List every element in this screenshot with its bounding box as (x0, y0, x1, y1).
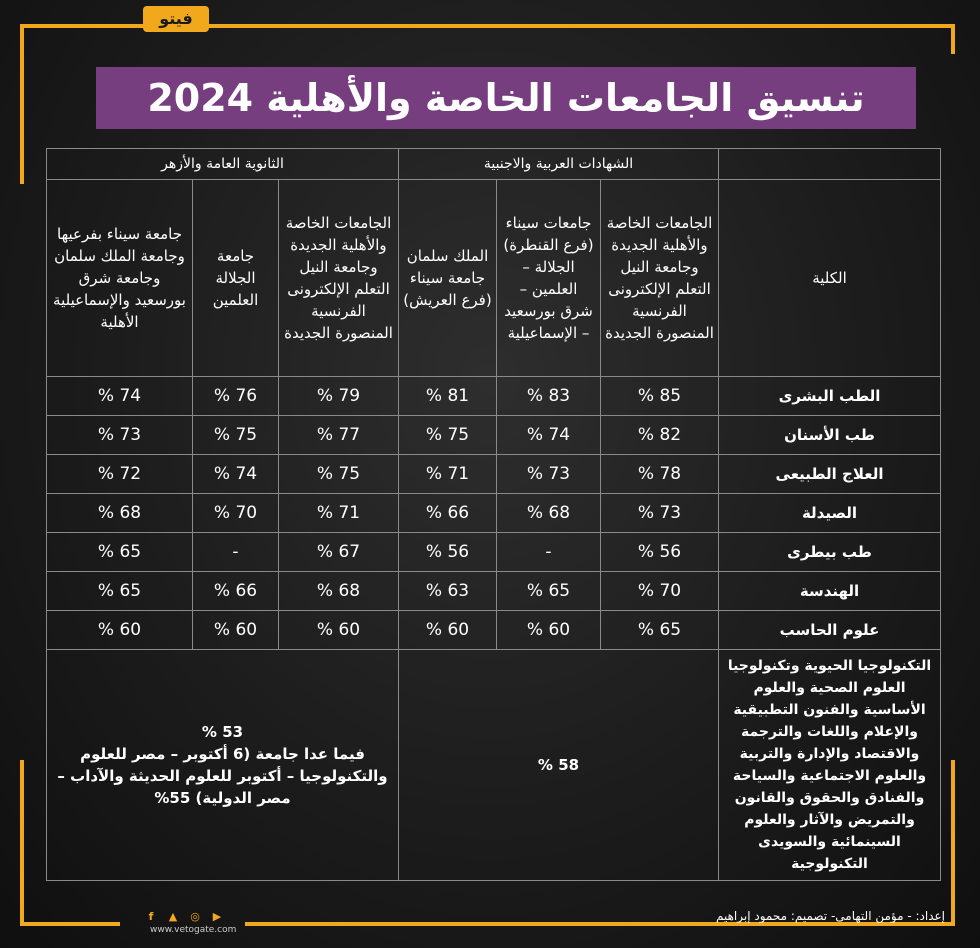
value-cell: 74 % (497, 416, 601, 455)
value-cell: 65 % (47, 533, 193, 572)
faculty-cell: الصيدلة (719, 494, 941, 533)
value-cell: 74 % (193, 455, 279, 494)
value-cell: 75 % (193, 416, 279, 455)
value-cell: 65 % (601, 611, 719, 650)
table-row (47, 611, 941, 650)
table-row (47, 416, 941, 455)
value-cell: 60 % (497, 611, 601, 650)
value-cell: 56 % (601, 533, 719, 572)
table-row (47, 533, 941, 572)
value-cell: 68 % (47, 494, 193, 533)
value-cell: 74 % (47, 377, 193, 416)
value-cell: 70 % (193, 494, 279, 533)
frame-left-low (20, 760, 24, 926)
header-foreign: الشهادات العربية والاجنبية (399, 149, 719, 180)
value-cell: 72 % (47, 455, 193, 494)
sub-header-cell: الجامعات الخاصة والأهلية الجديدة وجامعة النيل التعلم الإلكترونى الفرنسية المنصورة الجديدة (279, 180, 399, 377)
frame-bottom-right (951, 760, 955, 926)
header-faculty: الكلية (719, 180, 941, 377)
value-cell: 60 % (399, 611, 497, 650)
faculty-cell: الهندسة (719, 572, 941, 611)
value-cell: 66 % (193, 572, 279, 611)
value-cell: 63 % (399, 572, 497, 611)
table-row (47, 377, 941, 416)
header-empty (719, 149, 941, 180)
value-cell: 75 % (279, 455, 399, 494)
header-general: الثانوية العامة والأزهر (47, 149, 399, 180)
other-faculties-cell: التكنولوجيا الحيوية وتكنولوجيا العلوم الصحية والعلوم الأساسية والفنون التطبيقية والإعلام واللغات والترجمة والاقتصاد والإدارة والتربية والعلوم الاجتماعية والسياحة والفنادق والحقوق والقانون والتمريض والآثار والعلوم السينمائية والسويدى التكنولوجية (719, 650, 941, 881)
value-cell: 68 % (497, 494, 601, 533)
group-header-row (47, 149, 941, 180)
brand-logo: فيتو (143, 6, 209, 32)
table-row (47, 494, 941, 533)
sub-header-cell: جامعات سيناء (فرع القنطرة) الجلالة – العلمين – شرق بورسعيد – الإسماعيلية (497, 180, 601, 377)
value-cell: 70 % (601, 572, 719, 611)
value-cell: 60 % (279, 611, 399, 650)
foreign-other-value: 58 % (399, 650, 719, 881)
value-cell: 71 % (279, 494, 399, 533)
title-banner (96, 67, 916, 129)
value-cell: 73 % (601, 494, 719, 533)
frame-left (20, 24, 24, 184)
faculty-cell: طب الأسنان (719, 416, 941, 455)
table-row (47, 572, 941, 611)
frame-right (951, 24, 955, 54)
value-cell: 73 % (47, 416, 193, 455)
footer-credit: إعداد: - مؤمن التهامى- تصميم: محمود إبراهيم (715, 909, 945, 923)
value-cell: 71 % (399, 455, 497, 494)
sub-header-cell: الجامعات الخاصة والأهلية الجديدة وجامعة النيل التعلم الإلكترونى الفرنسية المنصورة الجديدة (601, 180, 719, 377)
value-cell: 81 % (399, 377, 497, 416)
social-icons (145, 911, 223, 923)
value-cell: 78 % (601, 455, 719, 494)
instagram-icon[interactable]: ◎ (190, 910, 200, 923)
value-cell: 75 % (399, 416, 497, 455)
general-other-note: فيما عدا جامعة (6 أكتوبر – مصر للعلوم والتكنولوجيا – أكتوبر للعلوم الحديثة والآداب – مصر الدولية) 55% (57, 745, 388, 807)
value-cell: 73 % (497, 455, 601, 494)
general-other-value: 53 % (201, 723, 244, 741)
value-cell: 65 % (497, 572, 601, 611)
table-row-other-faculties (47, 650, 941, 881)
sub-header-cell: الملك سلمان جامعة سيناء (فرع العريش) (399, 180, 497, 377)
value-cell: 79 % (279, 377, 399, 416)
admission-table (46, 148, 941, 881)
value-cell: 76 % (193, 377, 279, 416)
sub-header-row (47, 180, 941, 377)
table-row (47, 455, 941, 494)
faculty-cell: الطب البشرى (719, 377, 941, 416)
value-cell: - (497, 533, 601, 572)
value-cell: 77 % (279, 416, 399, 455)
website-url[interactable]: www.vetogate.com (150, 925, 237, 935)
value-cell: 60 % (47, 611, 193, 650)
value-cell: 67 % (279, 533, 399, 572)
youtube-icon[interactable]: ▶ (212, 910, 222, 923)
twitter-icon[interactable]: ▲ (168, 910, 178, 923)
value-cell: 83 % (497, 377, 601, 416)
faculty-cell: العلاج الطبيعى (719, 455, 941, 494)
value-cell: 56 % (399, 533, 497, 572)
facebook-icon[interactable]: f (148, 910, 154, 923)
faculty-cell: علوم الحاسب (719, 611, 941, 650)
value-cell: 85 % (601, 377, 719, 416)
value-cell: 82 % (601, 416, 719, 455)
value-cell: - (193, 533, 279, 572)
page-title: تنسيق الجامعات الخاصة والأهلية 2024 (147, 76, 865, 120)
value-cell: 65 % (47, 572, 193, 611)
value-cell: 68 % (279, 572, 399, 611)
frame-bottom-left (20, 922, 120, 926)
sub-header-cell: جامعة سيناء بفرعيها وجامعة الملك سلمان وجامعة شرق بورسعيد والإسماعيلية الأهلية (47, 180, 193, 377)
faculty-cell: طب بيطرى (719, 533, 941, 572)
sub-header-cell: جامعة الجلالة العلمين (193, 180, 279, 377)
value-cell: 66 % (399, 494, 497, 533)
general-other-cell (47, 650, 399, 881)
value-cell: 60 % (193, 611, 279, 650)
